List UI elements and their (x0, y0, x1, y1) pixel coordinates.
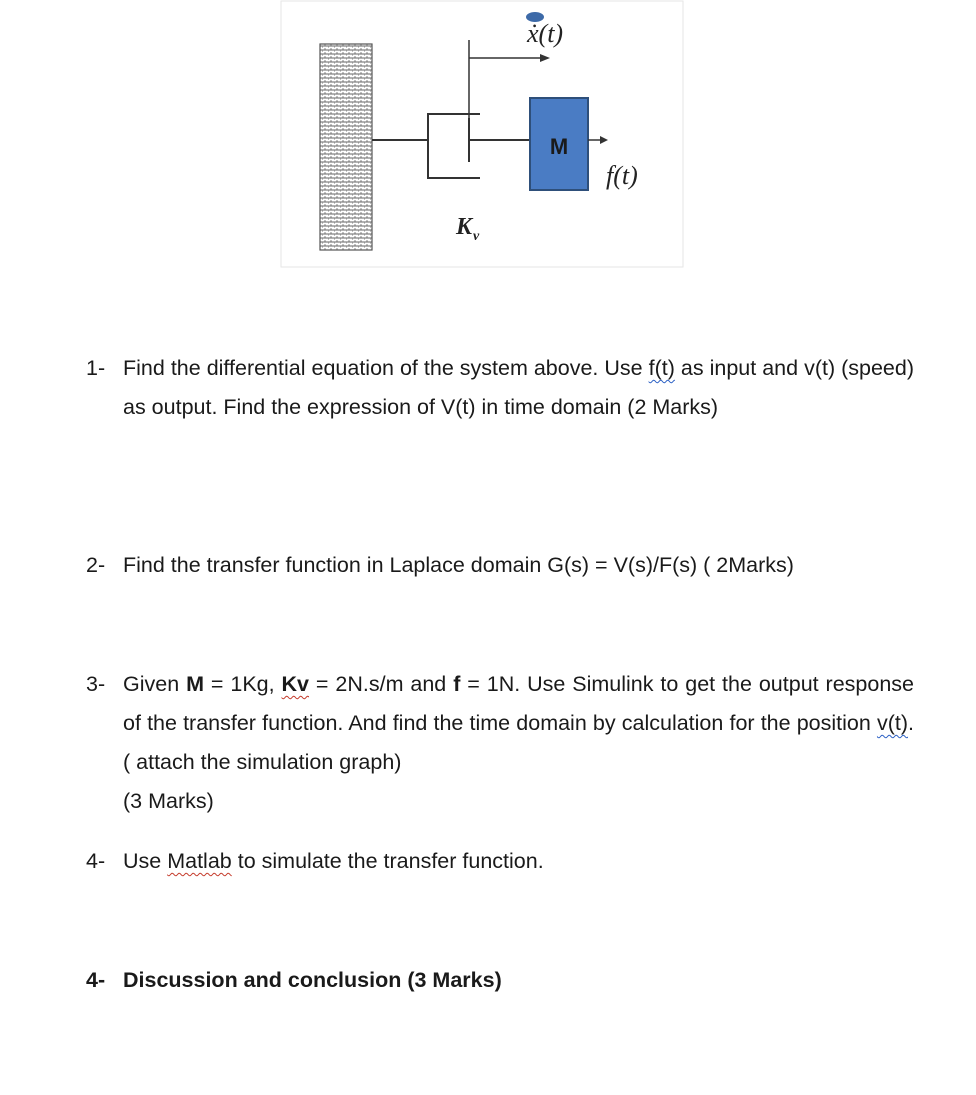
question-1 (86, 349, 914, 427)
question-5 (86, 961, 914, 1000)
wall (320, 44, 372, 250)
spell-underlined-word: Kv (281, 672, 310, 696)
velocity-arrowhead (540, 54, 550, 62)
damper-label-sub: v (473, 229, 480, 244)
question-2 (86, 546, 914, 585)
force-label: f(t) (606, 161, 638, 190)
question-text: Use Matlab to simulate the transfer function. (123, 849, 544, 873)
mass-damper-diagram (280, 0, 684, 268)
spell-underlined-word: Matlab (167, 849, 232, 873)
question-text: Given M = 1Kg, Kv = 2N.s/m and f = 1N. Use Simulink to get the output response of the transfer function. And find the time domain by calculation for the position v(t). ( attach the simulation graph) (3 Marks) (123, 672, 914, 813)
spell-underlined-word: v(t) (876, 711, 909, 735)
question-text: Find the differential equation of the system above. Use f(t) as input and v(t) (speed) as output. Find the expression of V(t) in time domain (2 Marks) (123, 356, 914, 419)
velocity-label: ẋ(t) (527, 19, 564, 48)
question-4 (86, 842, 914, 881)
force-arrowhead (600, 136, 608, 144)
question-number: 3- (86, 672, 106, 696)
question-marks: (3 Marks) (123, 789, 214, 813)
mass-label: M (549, 134, 569, 159)
spell-underlined-word: f(t) (648, 356, 675, 380)
question-text: Discussion and conclusion (3 Marks) (123, 968, 502, 992)
damper-label (455, 214, 480, 244)
question-number: 4- (86, 849, 106, 873)
question-number: 2- (86, 553, 106, 577)
question-number: 4- (86, 968, 106, 992)
question-3 (86, 665, 914, 821)
question-number: 1- (86, 356, 106, 380)
damper-cylinder (428, 114, 480, 178)
question-text: Find the transfer function in Laplace domain G(s) = V(s)/F(s) ( 2Marks) (123, 553, 794, 577)
damper-label-main: K (456, 214, 473, 240)
